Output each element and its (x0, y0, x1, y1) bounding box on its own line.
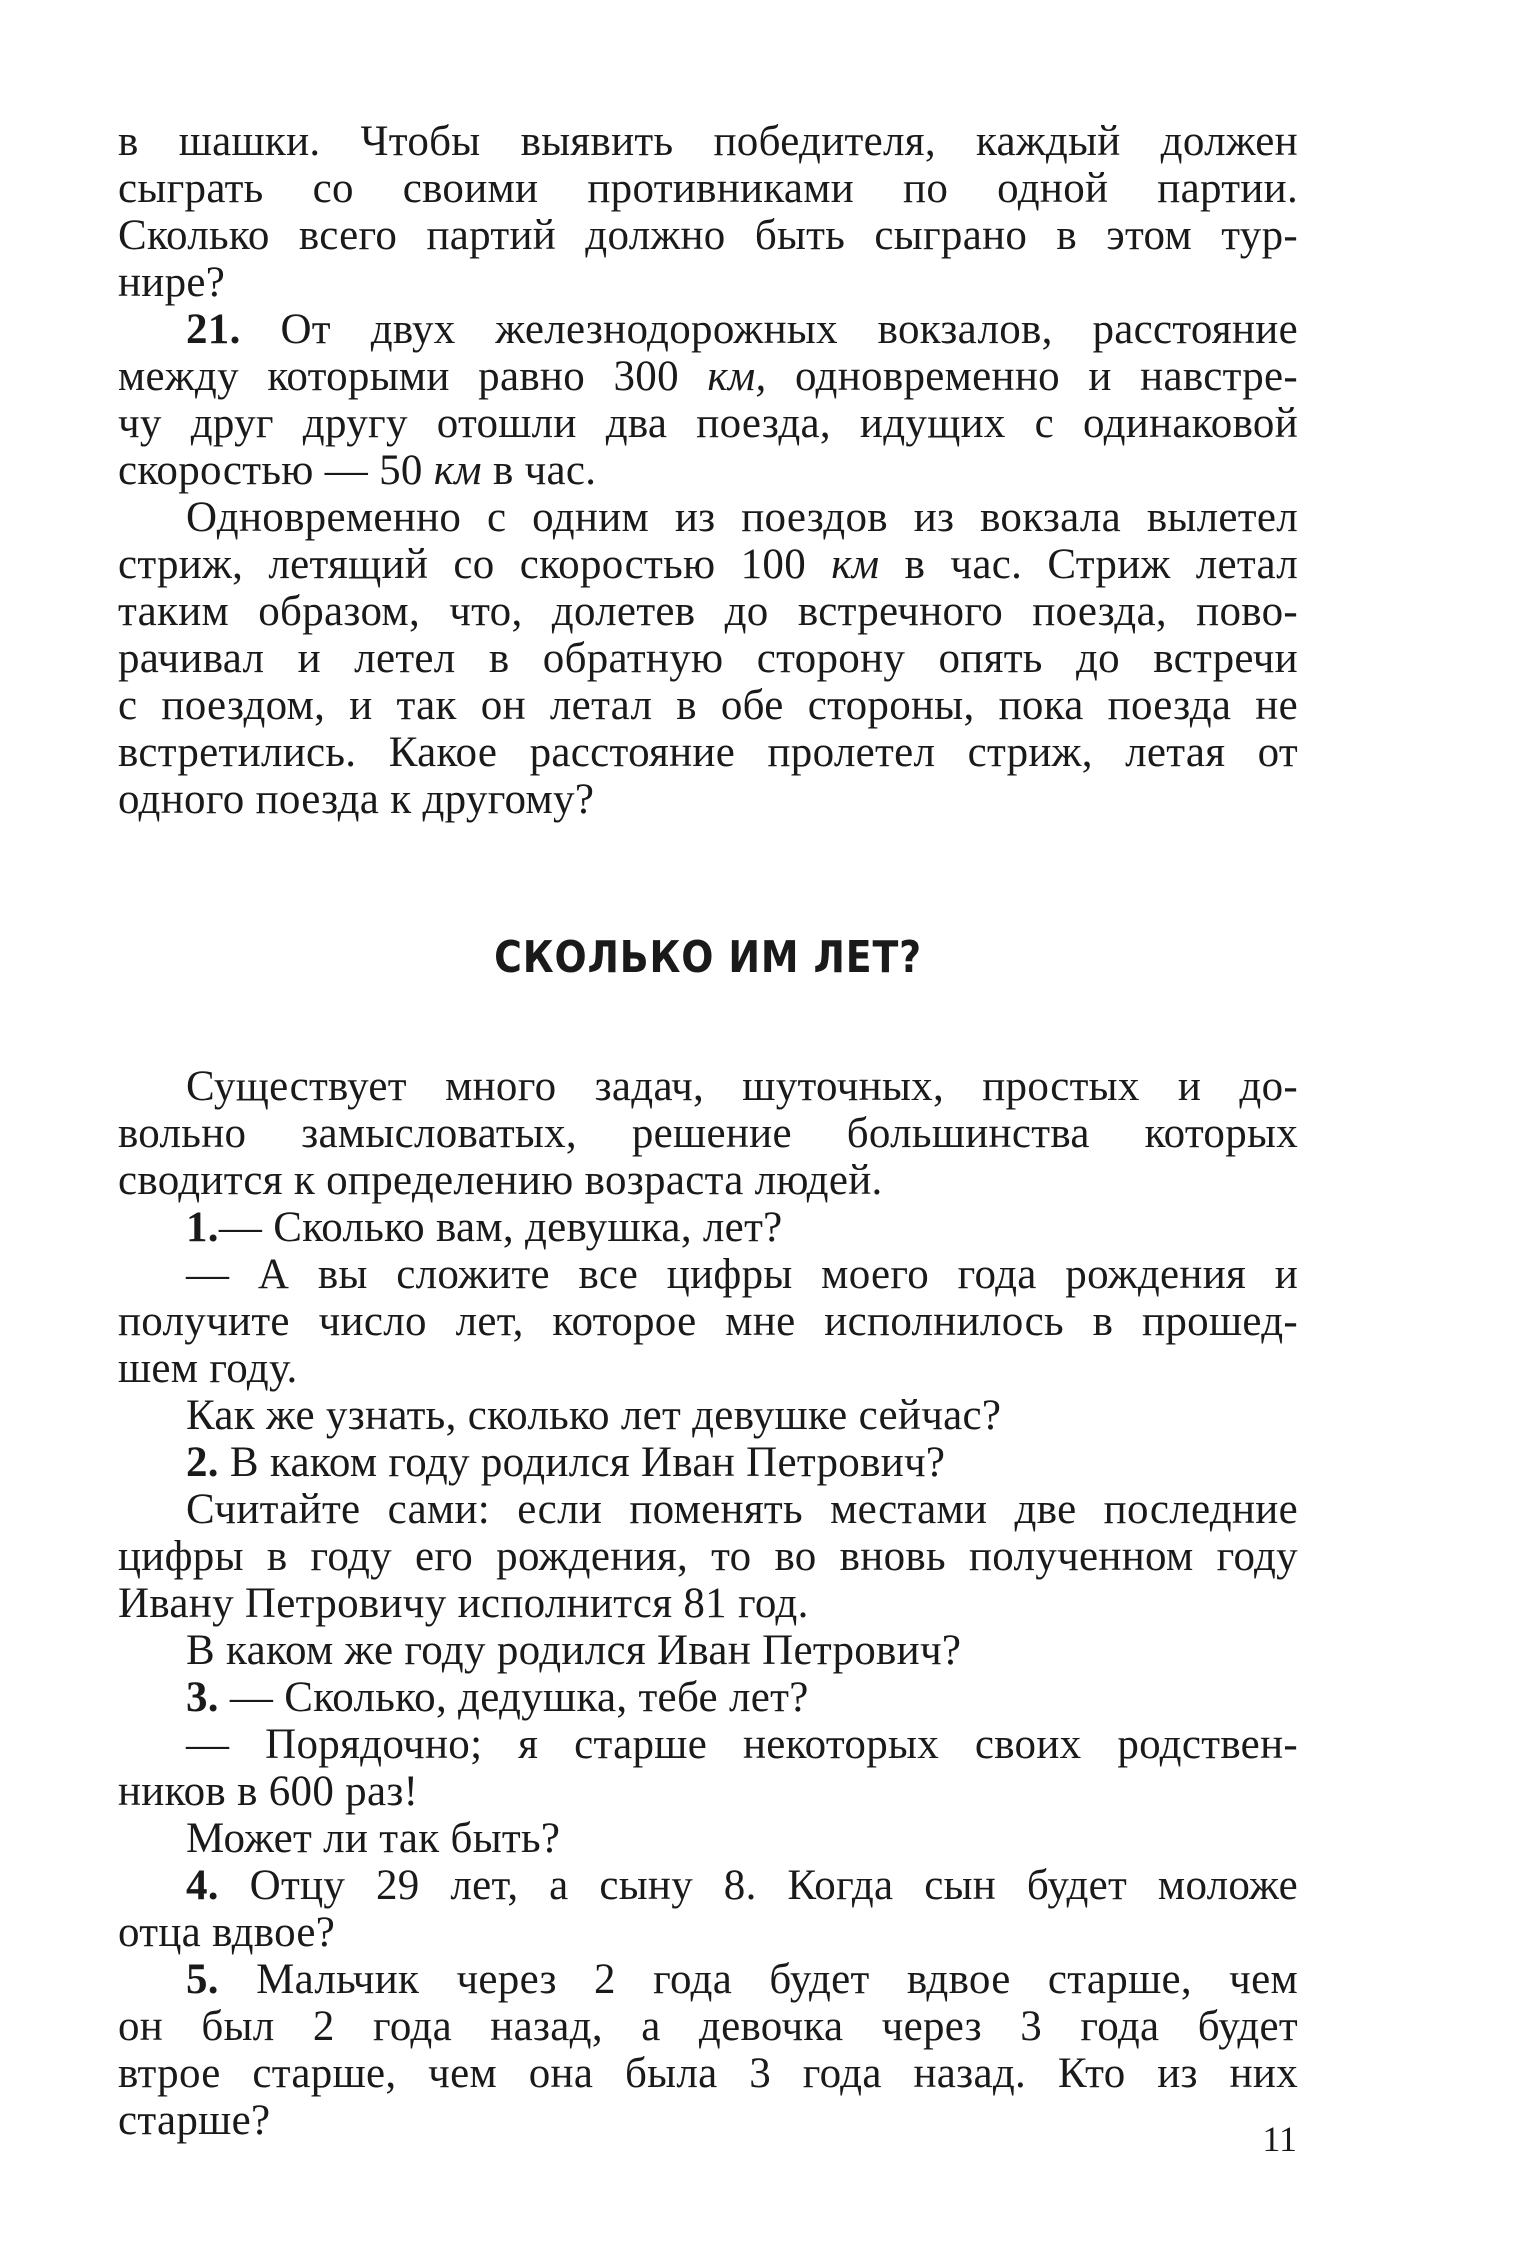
text-line: Сколько всего партий должно быть сыграно в этом тур- (118, 212, 1298, 259)
text-line: Одновременно с одним из поездов из вокзала вылетел (186, 494, 1298, 541)
text-line (118, 541, 1298, 588)
text-line: отца вдвое? (118, 1909, 336, 1956)
section-gap (118, 988, 1298, 1063)
text-line: встретились. Какое расстояние пролетел стриж, летая от (118, 729, 1298, 776)
text-span: между которыми равно 300 (118, 353, 708, 400)
text-line (118, 447, 1298, 494)
section-intro (118, 1063, 1298, 1204)
text-line: старше? (118, 2097, 271, 2144)
text-line: Считайте сами: если поменять местами две последние (186, 1486, 1298, 1533)
text-line: В каком же году родился Иван Петрович? (186, 1627, 962, 1674)
text-line: сводится к определению возраста людей. (118, 1157, 883, 1204)
text-line: шем году. (118, 1345, 298, 1392)
problem-1 (118, 1204, 1298, 1439)
text-line: он был 2 года назад, а девочка через 3 года будет (118, 2003, 1298, 2050)
unit-text: км, (707, 353, 767, 400)
text-line: таким образом, что, долетев до встречного поезда, пово- (118, 588, 1298, 635)
text-line (118, 1439, 1298, 1486)
text-span: одновременно и навстре- (766, 353, 1298, 400)
text-span: В каком году родился Иван Петрович? (218, 1439, 946, 1486)
text-line: чу друг другу отошли два поезда, идущих с одинаковой (118, 400, 1298, 447)
text-line: сыграть со своими противниками по одной партии. (118, 165, 1298, 212)
text-line: — А вы сложите все цифры моего года рождения и (186, 1251, 1298, 1298)
text-line: Ивану Петровичу исполнится 81 год. (118, 1580, 809, 1627)
text-line: Может ли так быть? (186, 1815, 561, 1862)
text-line: Существует много задач, шуточных, простых и до- (186, 1063, 1298, 1110)
intro-paragraph (118, 118, 1298, 306)
text-line (118, 1204, 1298, 1251)
text-line: — Порядочно; я старше некоторых своих родствен- (186, 1721, 1298, 1768)
problem-number: 1. (186, 1204, 219, 1251)
problem-3 (118, 1674, 1298, 1862)
text-span: Мальчик через 2 года будет вдвое старше, чем (218, 1956, 1298, 2003)
text-line (118, 1956, 1298, 2003)
text-span: Отцу 29 лет, а сыну 8. Когда сын будет моложе (218, 1862, 1298, 1909)
problem-number: 21. (186, 306, 241, 353)
text-line: нире? (118, 259, 226, 306)
text-line: в шашки. Чтобы выявить победителя, каждый должен (118, 118, 1298, 165)
text-line: цифры в году его рождения, то во вновь полученном году (118, 1533, 1298, 1580)
text-line: с поездом, и так он летал в обе стороны, пока поезда не (118, 682, 1298, 729)
text-span: в час. Стриж летал (879, 541, 1299, 588)
problem-number: 2. (186, 1439, 219, 1486)
text-line (118, 353, 1298, 400)
text-line (118, 306, 1298, 353)
text-line: Как же узнать, сколько лет девушке сейчас? (186, 1392, 1002, 1439)
text-line: получите число лет, которое мне исполнилось в прошед- (118, 1298, 1298, 1345)
problem-4 (118, 1862, 1298, 1956)
text-span: — Сколько вам, девушка, лет? (218, 1204, 783, 1251)
text-span: — Сколько, дедушка, тебе лет? (218, 1674, 809, 1721)
text-span: стриж, летящий со скоростью 100 (118, 541, 832, 588)
unit-text: км (433, 447, 482, 494)
text-span: От двух железнодорожных вокзалов, расстояние (240, 306, 1298, 353)
problem-number: 5. (186, 1956, 219, 2003)
section-gap (118, 823, 1298, 928)
problem-5 (118, 1956, 1298, 2144)
text-line: вольно замысловатых, решение большинства которых (118, 1110, 1298, 1157)
text-line: втрое старше, чем она была 3 года назад. Кто из них (118, 2050, 1298, 2097)
book-page (118, 118, 1298, 2144)
text-line: одного поезда к другому? (118, 776, 595, 823)
text-line (118, 1674, 1298, 1721)
problem-2 (118, 1439, 1298, 1674)
section-heading: СКОЛЬКО ИМ ЛЕТ? (494, 932, 922, 983)
problem-number: 3. (186, 1674, 219, 1721)
text-line (118, 1862, 1298, 1909)
unit-text: км (831, 541, 880, 588)
text-span: в час. (481, 447, 597, 494)
problem-number: 4. (186, 1862, 219, 1909)
text-line: рачивал и летел в обратную сторону опять до встречи (118, 635, 1298, 682)
page-number: 11 (1262, 2119, 1297, 2159)
text-line: ников в 600 раз! (118, 1768, 419, 1815)
problem-21 (118, 306, 1298, 823)
text-span: скоростью — 50 (118, 447, 434, 494)
